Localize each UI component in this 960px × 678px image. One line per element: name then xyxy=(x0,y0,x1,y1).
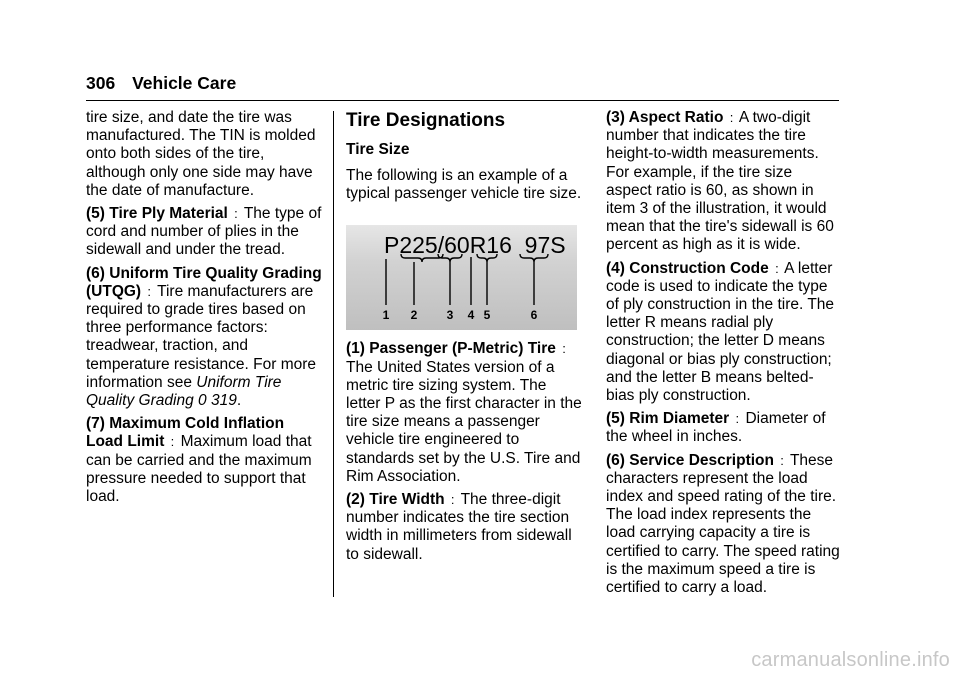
watermark: carmanualsonline.info xyxy=(751,649,950,671)
figure-label-5: 5 xyxy=(483,308,491,323)
cross-reference-page: 319 xyxy=(210,392,237,410)
definition-separator: : xyxy=(562,341,566,357)
definition-text: Maximum load that can be carried and the maximum pressure needed to support that load. xyxy=(86,433,312,506)
definition-separator: : xyxy=(775,260,779,276)
subsection-heading: Tire Size xyxy=(346,141,410,158)
definition-separator: : xyxy=(780,452,784,468)
figure-label-2: 2 xyxy=(410,308,418,323)
cross-reference-end: . xyxy=(236,392,242,410)
definition-separator: : xyxy=(450,492,455,508)
definition-text: A two-digit number that indicates the tire height-to-width measurements. For example, if the tire size aspect ratio is 60, as shown in item 3 of the illustration, it would mean that the tire's sidewall is 60 percent as high as it is wide. xyxy=(606,109,834,254)
definition-separator: : xyxy=(729,110,734,125)
cross-reference-title: Uniform Tire Quality Grading xyxy=(86,373,282,410)
definition-term: (1) Passenger (P-Metric) Tire xyxy=(346,340,556,358)
definition-separator: : xyxy=(170,434,175,450)
definition-text: The type of cord and number of plies in the sidewall and under the tread. xyxy=(86,205,322,259)
page-header xyxy=(86,72,839,94)
figure-label-1: 1 xyxy=(382,308,390,323)
definition-text: The three-digit number indicates the tire section width in millimeters from sidewall to sidewall. xyxy=(346,491,572,563)
header-rule xyxy=(86,100,839,101)
definition-term: (6) Uniform Tire Quality Grading (UTQG) xyxy=(86,264,322,300)
definition-tire-ply-material xyxy=(86,205,322,260)
definition-separator: : xyxy=(735,411,740,427)
definition-term: (7) Maximum Cold Inflation Load Limit xyxy=(86,415,285,451)
definition-separator: : xyxy=(234,206,238,222)
col1-intro: tire size, and date the tire was manufactured. The TIN is molded onto both sides of the tire, although only one side may have the date of manufacture. xyxy=(86,109,316,199)
column-right xyxy=(606,109,842,602)
definition-term: (5) Tire Ply Material xyxy=(86,205,228,223)
definition-construction-code xyxy=(606,260,842,406)
column-middle xyxy=(346,109,582,569)
column-left xyxy=(86,109,322,511)
figure-label-3: 3 xyxy=(446,308,454,323)
definition-aspect-ratio xyxy=(606,109,842,255)
definition-term: (2) Tire Width xyxy=(346,491,445,509)
definition-text: A letter code is used to indicate the type of ply construction in the tire. The letter R means radial ply construction; the letter D means diagonal or bias ply construction; and the letter B means belted-bias ply construction. xyxy=(606,259,835,405)
col2-intro: The following is an example of a typical passenger vehicle tire size. xyxy=(346,167,582,203)
definition-term: (3) Aspect Ratio xyxy=(606,109,724,126)
tire-code-text: P225/60R16 97S xyxy=(384,232,566,259)
definition-term: (4) Construction Code xyxy=(606,259,769,277)
definition-separator: : xyxy=(147,283,152,299)
definition-term: (6) Service Description xyxy=(606,451,774,469)
figure-label-6: 6 xyxy=(530,308,538,323)
definition-text: Diameter of the wheel in inches. xyxy=(606,410,826,446)
definition-passenger-tire xyxy=(346,340,582,486)
page-number: 306 xyxy=(86,73,116,93)
definition-text: These characters represent the load index and speed rating of the tire. The load index represents the load carrying capacity a tire is certified to carry. The speed rating is the maximum speed a tire is certified to carry a load. xyxy=(606,451,840,597)
page-arrow-icon: 0 xyxy=(198,392,207,410)
definition-term: (5) Rim Diameter xyxy=(606,410,730,428)
section-title: Vehicle Care xyxy=(132,73,237,93)
definition-tire-width xyxy=(346,491,582,564)
tire-size-illustration xyxy=(346,225,577,330)
definition-text: Tire manufacturers are required to grade tires based on three performance factors: treadwear, traction, and temperature resistance. For more information see xyxy=(86,282,317,391)
section-heading: Tire Designations xyxy=(346,110,506,131)
column-divider xyxy=(333,111,334,597)
definition-text: The United States version of a metric tire sizing system. The letter P as the first character in the tire size means a passenger vehicle tire engineered to standards set by the U.S. Tire and Rim Association. xyxy=(346,358,582,485)
figure-label-4: 4 xyxy=(467,308,475,323)
definition-rim-diameter xyxy=(606,410,842,446)
definition-utqg xyxy=(86,265,322,411)
definition-max-cold-inflation xyxy=(86,415,322,506)
definition-service-description xyxy=(606,452,842,598)
